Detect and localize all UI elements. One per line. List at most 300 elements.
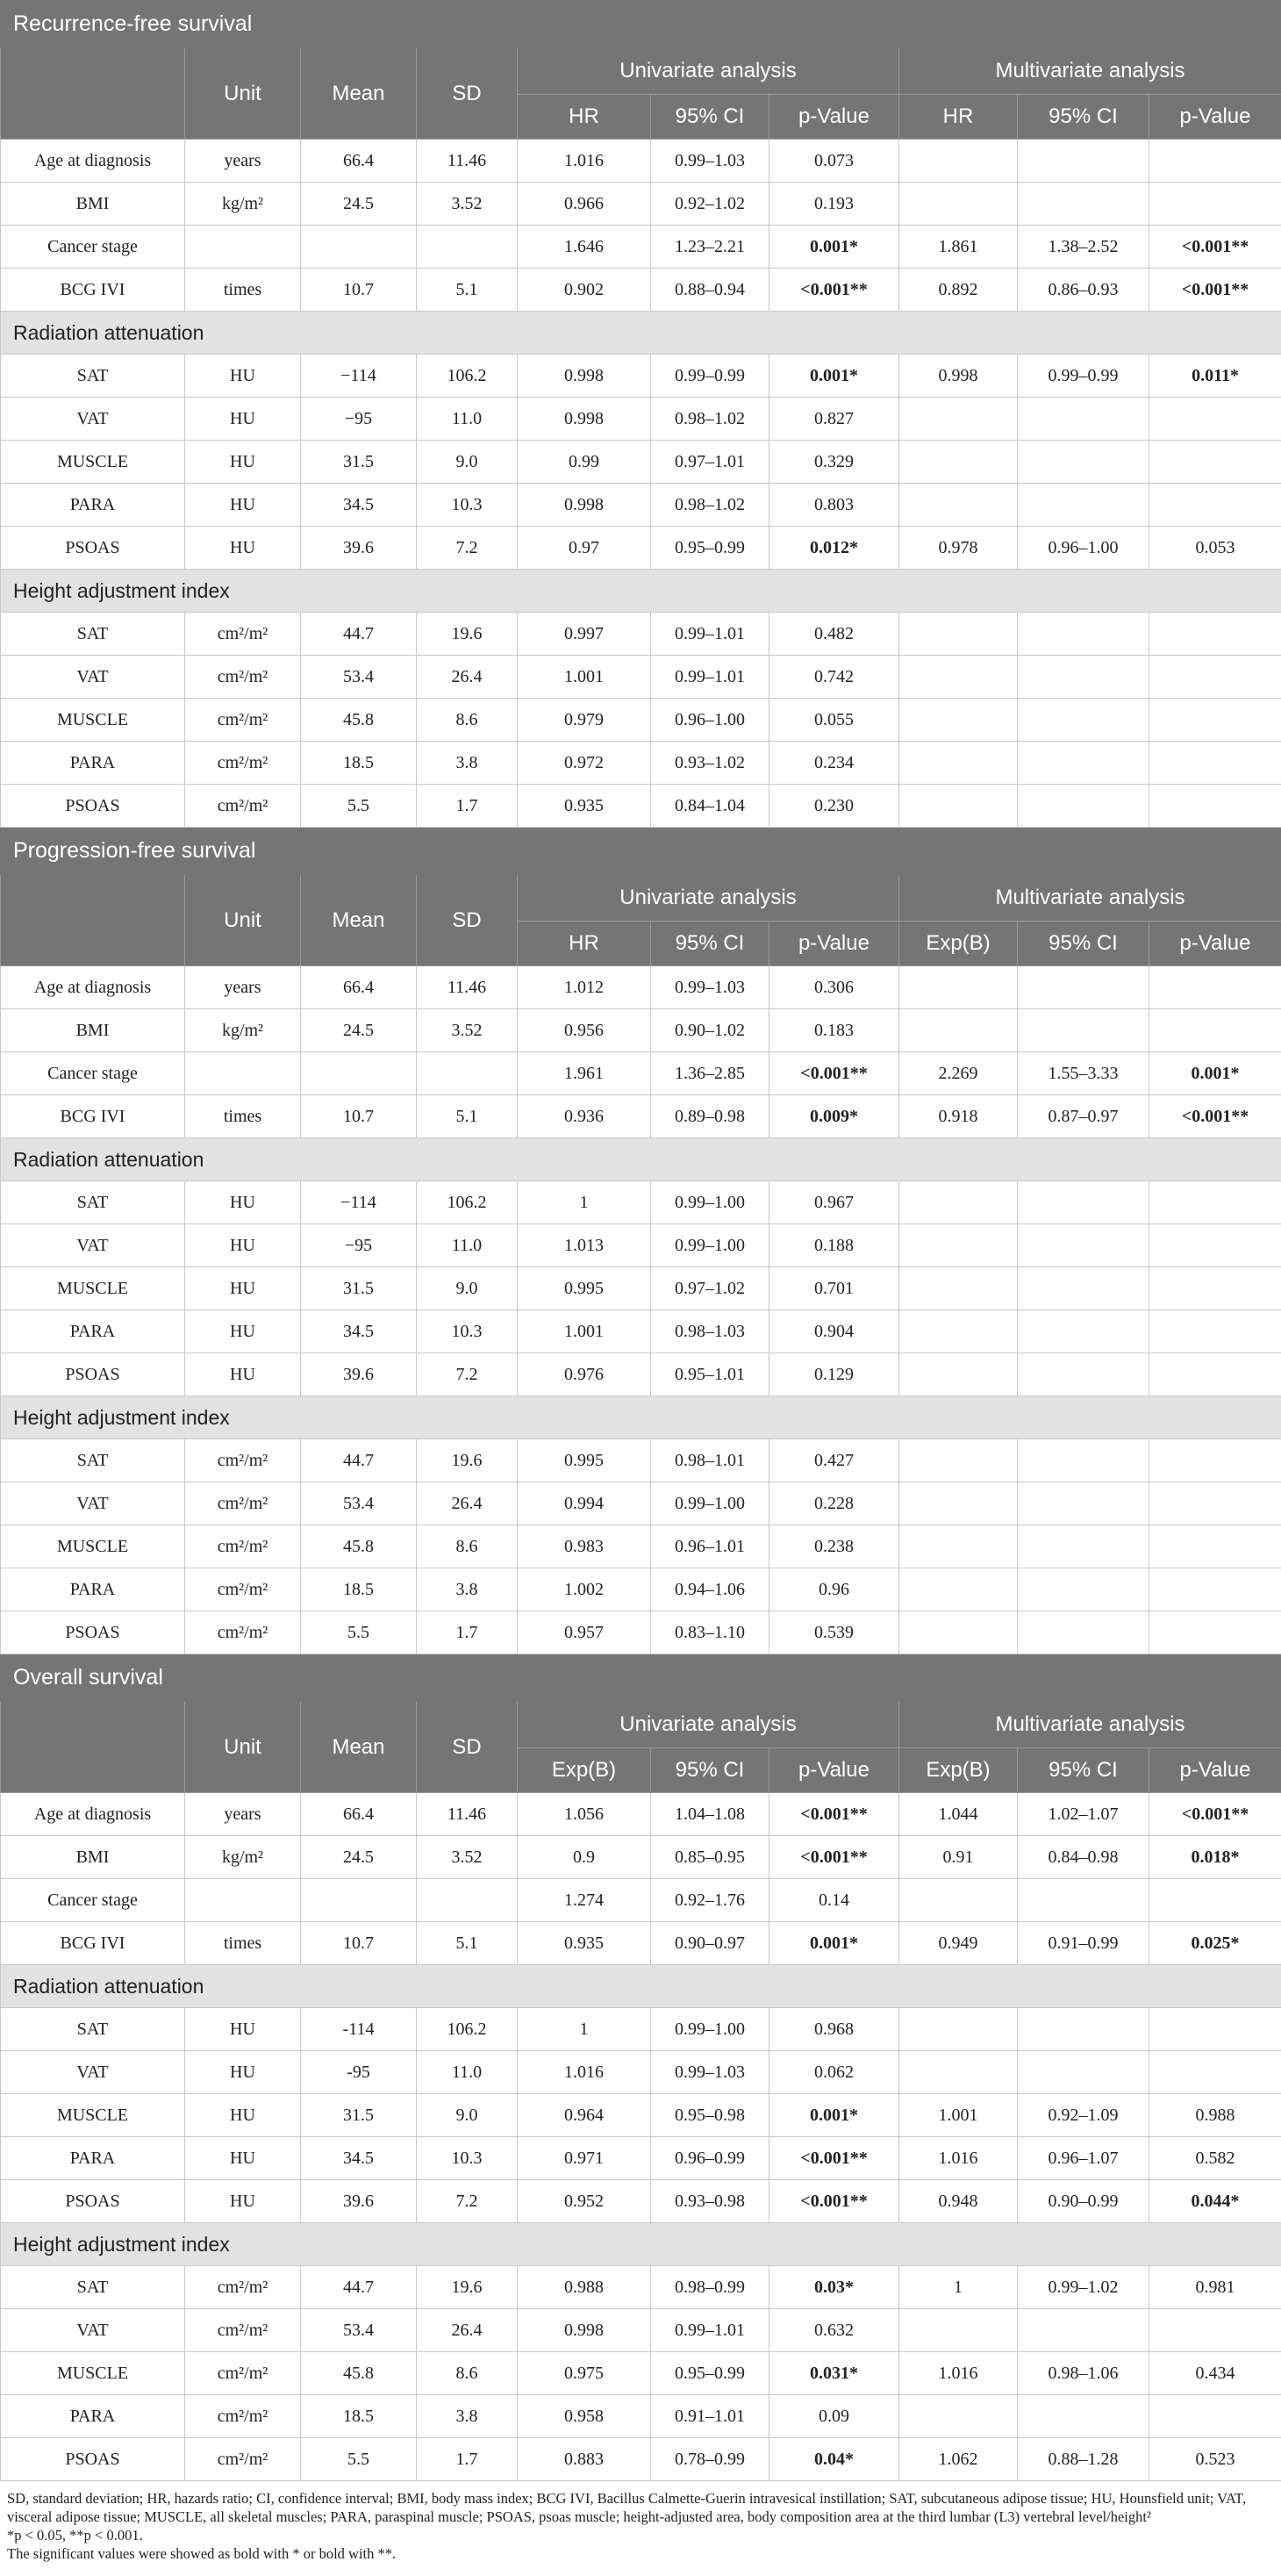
uni-ci-cell: 0.92–1.02 (651, 183, 769, 226)
unit-cell: kg/m² (185, 183, 301, 226)
multi-p-cell (1149, 656, 1281, 699)
row-label: Cancer stage (1, 226, 185, 269)
mean-cell: −114 (301, 355, 417, 398)
multi-hr-cell: 1.016 (899, 2137, 1018, 2180)
multi-ci-cell: 0.98–1.06 (1018, 2352, 1149, 2395)
multi-hr-cell (899, 2395, 1018, 2438)
row-label: PARA (1, 1310, 185, 1353)
unit-cell: cm²/m² (185, 2395, 301, 2438)
section-label: Height adjustment index (1, 1396, 1281, 1439)
unit-cell: cm²/m² (185, 2352, 301, 2395)
mean-cell: −95 (301, 1224, 417, 1267)
uni-p-cell: 0.968 (769, 2008, 899, 2051)
unit-cell: HU (185, 1267, 301, 1310)
multi-p-cell (1149, 2395, 1281, 2438)
mean-cell: 66.4 (301, 140, 417, 183)
sd-cell: 106.2 (417, 355, 518, 398)
multi-hr-cell (899, 699, 1018, 742)
uni-p-cell: 0.827 (769, 398, 899, 441)
section-row (1, 312, 1281, 355)
sd-cell: 7.2 (417, 2180, 518, 2223)
multi-hr-cell: 1.044 (899, 1793, 1018, 1836)
uni-ci-cell: 1.36–2.85 (651, 1052, 769, 1095)
table-row (1, 1611, 1281, 1654)
unit-cell: kg/m² (185, 1836, 301, 1879)
mean-cell: 66.4 (301, 1793, 417, 1836)
header-unit: Unit (185, 48, 301, 140)
uni-p-cell: 0.001* (769, 2094, 899, 2137)
sd-cell: 8.6 (417, 2352, 518, 2395)
sd-cell: 8.6 (417, 699, 518, 742)
header-multi-hr: HR (899, 95, 1018, 140)
multi-p-cell: 0.018* (1149, 1836, 1281, 1879)
table-row (1, 1052, 1281, 1095)
table-row (1, 1439, 1281, 1482)
uni-p-cell: 0.073 (769, 140, 899, 183)
header-sd: SD (417, 875, 518, 966)
mean-cell: 18.5 (301, 742, 417, 785)
table-row (1, 2008, 1281, 2051)
table-row (1, 398, 1281, 441)
uni-hr-cell: 0.998 (518, 484, 651, 527)
sd-cell: 11.0 (417, 398, 518, 441)
unit-cell: years (185, 1793, 301, 1836)
mean-cell: 66.4 (301, 966, 417, 1009)
uni-p-cell: 0.183 (769, 1009, 899, 1052)
section-label: Radiation attenuation (1, 312, 1281, 355)
header-uni-p: p-Value (769, 922, 899, 966)
multi-ci-cell (1018, 1611, 1149, 1654)
row-label: PSOAS (1, 1611, 185, 1654)
unit-cell: HU (185, 484, 301, 527)
mean-cell: 5.5 (301, 1611, 417, 1654)
multi-ci-cell: 0.90–0.99 (1018, 2180, 1149, 2223)
unit-cell: HU (185, 2008, 301, 2051)
table-row (1, 966, 1281, 1009)
uni-hr-cell: 0.998 (518, 398, 651, 441)
multi-hr-cell (899, 656, 1018, 699)
multi-p-cell (1149, 183, 1281, 226)
multi-hr-cell: 2.269 (899, 1052, 1018, 1095)
row-label: BCG IVI (1, 269, 185, 312)
multi-hr-cell: 1.016 (899, 2352, 1018, 2395)
uni-ci-cell: 0.99–1.03 (651, 966, 769, 1009)
header-uni-hr: HR (518, 95, 651, 140)
header-row (1, 1702, 1281, 1748)
multi-hr-cell (899, 1439, 1018, 1482)
uni-hr-cell: 0.956 (518, 1009, 651, 1052)
sd-cell: 10.3 (417, 484, 518, 527)
uni-ci-cell: 0.96–0.99 (651, 2137, 769, 2180)
sd-cell (417, 1879, 518, 1922)
table-row (1, 355, 1281, 398)
multi-ci-cell (1018, 1181, 1149, 1224)
row-label: SAT (1, 2266, 185, 2309)
sd-cell: 10.3 (417, 2137, 518, 2180)
mean-cell: 31.5 (301, 2094, 417, 2137)
uni-ci-cell: 0.89–0.98 (651, 1095, 769, 1138)
block-title: Recurrence-free survival (1, 1, 1281, 48)
multi-p-cell (1149, 1181, 1281, 1224)
multi-ci-cell (1018, 1224, 1149, 1267)
mean-cell: -95 (301, 2051, 417, 2094)
multi-ci-cell (1018, 1310, 1149, 1353)
unit-cell: times (185, 1095, 301, 1138)
uni-p-cell: <0.001** (769, 1793, 899, 1836)
multi-ci-cell: 0.86–0.93 (1018, 269, 1149, 312)
uni-p-cell: <0.001** (769, 269, 899, 312)
header-uni-p: p-Value (769, 95, 899, 140)
uni-hr-cell: 0.935 (518, 785, 651, 828)
multi-p-cell (1149, 966, 1281, 1009)
row-label: Age at diagnosis (1, 1793, 185, 1836)
multi-ci-cell (1018, 966, 1149, 1009)
row-label: PSOAS (1, 1353, 185, 1396)
section-row (1, 1396, 1281, 1439)
header-multi-ci: 95% CI (1018, 95, 1149, 140)
multi-p-cell (1149, 1310, 1281, 1353)
uni-p-cell: 0.329 (769, 441, 899, 484)
header-blank (1, 1702, 185, 1793)
uni-hr-cell: 0.958 (518, 2395, 651, 2438)
header-sd: SD (417, 48, 518, 140)
multi-ci-cell (1018, 183, 1149, 226)
table-row (1, 2438, 1281, 2481)
table-row (1, 2395, 1281, 2438)
sd-cell: 3.8 (417, 2395, 518, 2438)
unit-cell: HU (185, 355, 301, 398)
mean-cell: 45.8 (301, 2352, 417, 2395)
uni-p-cell: 0.742 (769, 656, 899, 699)
uni-hr-cell: 0.994 (518, 1482, 651, 1525)
multi-ci-cell (1018, 785, 1149, 828)
mean-cell: 18.5 (301, 1568, 417, 1611)
uni-p-cell: 0.482 (769, 613, 899, 656)
multi-hr-cell: 0.998 (899, 355, 1018, 398)
multi-ci-cell (1018, 1353, 1149, 1396)
uni-hr-cell: 0.976 (518, 1353, 651, 1396)
multi-ci-cell (1018, 699, 1149, 742)
uni-ci-cell: 0.98–1.02 (651, 398, 769, 441)
table-row (1, 1922, 1281, 1965)
multi-ci-cell: 0.87–0.97 (1018, 1095, 1149, 1138)
header-multivariate: Multivariate analysis (899, 875, 1281, 922)
multi-p-cell (1149, 398, 1281, 441)
sd-cell: 1.7 (417, 2438, 518, 2481)
unit-cell: times (185, 1922, 301, 1965)
unit-cell: kg/m² (185, 1009, 301, 1052)
multi-ci-cell (1018, 1009, 1149, 1052)
unit-cell: HU (185, 1353, 301, 1396)
mean-cell: 24.5 (301, 1009, 417, 1052)
multi-hr-cell (899, 2008, 1018, 2051)
multi-ci-cell (1018, 2395, 1149, 2438)
row-label: VAT (1, 656, 185, 699)
multi-hr-cell (899, 140, 1018, 183)
multi-ci-cell (1018, 1525, 1149, 1568)
row-label: BCG IVI (1, 1922, 185, 1965)
multi-ci-cell (1018, 1267, 1149, 1310)
multi-ci-cell: 0.96–1.07 (1018, 2137, 1149, 2180)
table-footnotes (0, 2481, 1281, 2563)
row-label: SAT (1, 613, 185, 656)
unit-cell: years (185, 140, 301, 183)
mean-cell: 53.4 (301, 656, 417, 699)
header-multi-hr: Exp(B) (899, 1748, 1018, 1793)
uni-hr-cell: 0.995 (518, 1267, 651, 1310)
uni-hr-cell: 1.016 (518, 2051, 651, 2094)
uni-hr-cell: 0.902 (518, 269, 651, 312)
unit-cell: cm²/m² (185, 1611, 301, 1654)
uni-ci-cell: 0.90–1.02 (651, 1009, 769, 1052)
uni-p-cell: 0.009* (769, 1095, 899, 1138)
header-multi-hr: Exp(B) (899, 922, 1018, 966)
table-row (1, 484, 1281, 527)
multi-ci-cell (1018, 656, 1149, 699)
uni-hr-cell: 0.936 (518, 1095, 651, 1138)
row-label: PSOAS (1, 527, 185, 570)
header-multi-p: p-Value (1149, 922, 1281, 966)
uni-hr-cell: 1 (518, 2008, 651, 2051)
sd-cell: 19.6 (417, 613, 518, 656)
unit-cell: years (185, 966, 301, 1009)
row-label: SAT (1, 355, 185, 398)
multi-ci-cell: 1.02–1.07 (1018, 1793, 1149, 1836)
header-mean: Mean (301, 1702, 417, 1793)
multi-ci-cell: 0.92–1.09 (1018, 2094, 1149, 2137)
uni-p-cell: 0.306 (769, 966, 899, 1009)
uni-ci-cell: 0.99–1.00 (651, 1224, 769, 1267)
mean-cell: 5.5 (301, 2438, 417, 2481)
mean-cell: 24.5 (301, 1836, 417, 1879)
sd-cell: 11.46 (417, 1793, 518, 1836)
uni-p-cell: 0.012* (769, 527, 899, 570)
section-label: Radiation attenuation (1, 1965, 1281, 2008)
table-row (1, 2137, 1281, 2180)
multi-p-cell: <0.001** (1149, 226, 1281, 269)
unit-cell: cm²/m² (185, 656, 301, 699)
mean-cell: 24.5 (301, 183, 417, 226)
row-label: SAT (1, 1439, 185, 1482)
multi-p-cell (1149, 441, 1281, 484)
uni-p-cell: 0.04* (769, 2438, 899, 2481)
multi-hr-cell (899, 742, 1018, 785)
multi-hr-cell (899, 1482, 1018, 1525)
mean-cell (301, 226, 417, 269)
multi-hr-cell: 0.949 (899, 1922, 1018, 1965)
table-row (1, 699, 1281, 742)
uni-ci-cell: 0.98–1.01 (651, 1439, 769, 1482)
header-multi-ci: 95% CI (1018, 1748, 1149, 1793)
uni-p-cell: 0.230 (769, 785, 899, 828)
mean-cell: 31.5 (301, 441, 417, 484)
header-univariate: Univariate analysis (518, 48, 899, 95)
sd-cell: 5.1 (417, 1922, 518, 1965)
sd-cell: 5.1 (417, 269, 518, 312)
header-multi-p: p-Value (1149, 95, 1281, 140)
sd-cell: 3.52 (417, 1009, 518, 1052)
section-row (1, 2223, 1281, 2266)
multi-hr-cell (899, 1009, 1018, 1052)
header-mean: Mean (301, 48, 417, 140)
header-row (1, 875, 1281, 922)
table-row (1, 613, 1281, 656)
multi-p-cell: <0.001** (1149, 1095, 1281, 1138)
sd-cell: 3.8 (417, 1568, 518, 1611)
mean-cell: 34.5 (301, 484, 417, 527)
uni-ci-cell: 0.90–0.97 (651, 1922, 769, 1965)
multi-ci-cell (1018, 742, 1149, 785)
uni-hr-cell: 0.975 (518, 2352, 651, 2395)
uni-hr-cell: 0.988 (518, 2266, 651, 2309)
unit-cell: cm²/m² (185, 613, 301, 656)
uni-hr-cell: 0.983 (518, 1525, 651, 1568)
multi-p-cell: 0.044* (1149, 2180, 1281, 2223)
row-label: PARA (1, 1568, 185, 1611)
multi-p-cell (1149, 140, 1281, 183)
multi-p-cell (1149, 1439, 1281, 1482)
uni-p-cell: 0.062 (769, 2051, 899, 2094)
multi-ci-cell: 1.38–2.52 (1018, 226, 1149, 269)
uni-hr-cell: 0.998 (518, 2309, 651, 2352)
uni-ci-cell: 0.99–1.00 (651, 1482, 769, 1525)
multi-ci-cell (1018, 1568, 1149, 1611)
section-row (1, 570, 1281, 613)
row-label: BMI (1, 183, 185, 226)
mean-cell: 44.7 (301, 613, 417, 656)
mean-cell (301, 1052, 417, 1095)
uni-hr-cell: 1 (518, 1181, 651, 1224)
sd-cell (417, 1052, 518, 1095)
table-row (1, 1267, 1281, 1310)
multi-p-cell (1149, 699, 1281, 742)
table-row (1, 742, 1281, 785)
sd-cell: 3.52 (417, 1836, 518, 1879)
uni-hr-cell: 1.012 (518, 966, 651, 1009)
unit-cell: cm²/m² (185, 2438, 301, 2481)
uni-ci-cell: 0.91–1.01 (651, 2395, 769, 2438)
table-row (1, 1568, 1281, 1611)
uni-ci-cell: 0.83–1.10 (651, 1611, 769, 1654)
sd-cell: 106.2 (417, 1181, 518, 1224)
uni-hr-cell: 1.274 (518, 1879, 651, 1922)
table-row (1, 1095, 1281, 1138)
uni-hr-cell: 0.935 (518, 1922, 651, 1965)
multi-hr-cell: 1 (899, 2266, 1018, 2309)
header-row (1, 48, 1281, 95)
uni-p-cell: 0.031* (769, 2352, 899, 2395)
table-row (1, 226, 1281, 269)
multi-p-cell (1149, 1009, 1281, 1052)
multi-hr-cell (899, 1267, 1018, 1310)
multi-p-cell: 0.981 (1149, 2266, 1281, 2309)
section-row (1, 1965, 1281, 2008)
row-label: PARA (1, 2137, 185, 2180)
uni-p-cell: 0.904 (769, 1310, 899, 1353)
uni-ci-cell: 0.94–1.06 (651, 1568, 769, 1611)
uni-p-cell: 0.967 (769, 1181, 899, 1224)
uni-ci-cell: 0.78–0.99 (651, 2438, 769, 2481)
row-label: VAT (1, 1224, 185, 1267)
row-label: Cancer stage (1, 1879, 185, 1922)
uni-hr-cell: 0.99 (518, 441, 651, 484)
multi-hr-cell (899, 1568, 1018, 1611)
table-row (1, 2352, 1281, 2395)
multi-p-cell (1149, 1224, 1281, 1267)
multi-ci-cell: 0.99–1.02 (1018, 2266, 1149, 2309)
unit-cell: cm²/m² (185, 2309, 301, 2352)
row-label: VAT (1, 2309, 185, 2352)
sd-cell: 7.2 (417, 527, 518, 570)
table-row (1, 183, 1281, 226)
table-row (1, 1525, 1281, 1568)
unit-cell: cm²/m² (185, 1525, 301, 1568)
row-label: BMI (1, 1009, 185, 1052)
sd-cell: 26.4 (417, 656, 518, 699)
uni-p-cell: 0.803 (769, 484, 899, 527)
uni-p-cell: 0.001* (769, 355, 899, 398)
multi-ci-cell (1018, 441, 1149, 484)
header-univariate: Univariate analysis (518, 875, 899, 922)
uni-ci-cell: 0.93–1.02 (651, 742, 769, 785)
uni-hr-cell: 1.016 (518, 140, 651, 183)
uni-p-cell: 0.001* (769, 226, 899, 269)
uni-hr-cell: 0.964 (518, 2094, 651, 2137)
uni-p-cell: 0.238 (769, 1525, 899, 1568)
uni-hr-cell: 1.056 (518, 1793, 651, 1836)
row-label: MUSCLE (1, 441, 185, 484)
block-title: Progression-free survival (1, 828, 1281, 875)
uni-p-cell: <0.001** (769, 1052, 899, 1095)
header-unit: Unit (185, 875, 301, 966)
multi-hr-cell (899, 1310, 1018, 1353)
section-label: Height adjustment index (1, 2223, 1281, 2266)
multi-ci-cell (1018, 398, 1149, 441)
footnote-line: SD, standard deviation; HR, hazards ratio; CI, confidence interval; BMI, body mass index; BCG IVI, Bacillus Calmette-Guerin intravesical instillation; SAT, subcutaneous adipose tissue; HU, Hounsfield unit; VAT, visceral adipose tissue; MUSCLE, all skeletal muscles; PARA, paraspinal muscle; PSOAS, psoas muscle; height-adjusted area, body composition area at the third lumbar (L3) vertebral level/height² (7, 2490, 1247, 2525)
multi-p-cell (1149, 613, 1281, 656)
row-label: PSOAS (1, 2180, 185, 2223)
mean-cell: 18.5 (301, 2395, 417, 2438)
multi-hr-cell (899, 398, 1018, 441)
sd-cell: 26.4 (417, 1482, 518, 1525)
uni-hr-cell: 0.997 (518, 613, 651, 656)
uni-ci-cell: 0.99–1.01 (651, 613, 769, 656)
multi-ci-cell: 1.55–3.33 (1018, 1052, 1149, 1095)
multi-hr-cell (899, 1224, 1018, 1267)
multi-ci-cell (1018, 613, 1149, 656)
unit-cell: HU (185, 1181, 301, 1224)
multi-p-cell: 0.025* (1149, 1922, 1281, 1965)
row-label: PSOAS (1, 785, 185, 828)
multi-ci-cell (1018, 1439, 1149, 1482)
mean-cell: 44.7 (301, 1439, 417, 1482)
multi-p-cell: 0.988 (1149, 2094, 1281, 2137)
unit-cell (185, 1879, 301, 1922)
uni-p-cell: 0.001* (769, 1922, 899, 1965)
row-label: PARA (1, 742, 185, 785)
mean-cell: 53.4 (301, 2309, 417, 2352)
uni-p-cell: 0.539 (769, 1611, 899, 1654)
multi-p-cell (1149, 1353, 1281, 1396)
uni-ci-cell: 0.97–1.01 (651, 441, 769, 484)
unit-cell (185, 226, 301, 269)
multi-hr-cell (899, 1525, 1018, 1568)
uni-p-cell: 0.03* (769, 2266, 899, 2309)
uni-hr-cell: 1.646 (518, 226, 651, 269)
row-label: VAT (1, 1482, 185, 1525)
header-uni-ci: 95% CI (651, 922, 769, 966)
row-label: SAT (1, 1181, 185, 1224)
